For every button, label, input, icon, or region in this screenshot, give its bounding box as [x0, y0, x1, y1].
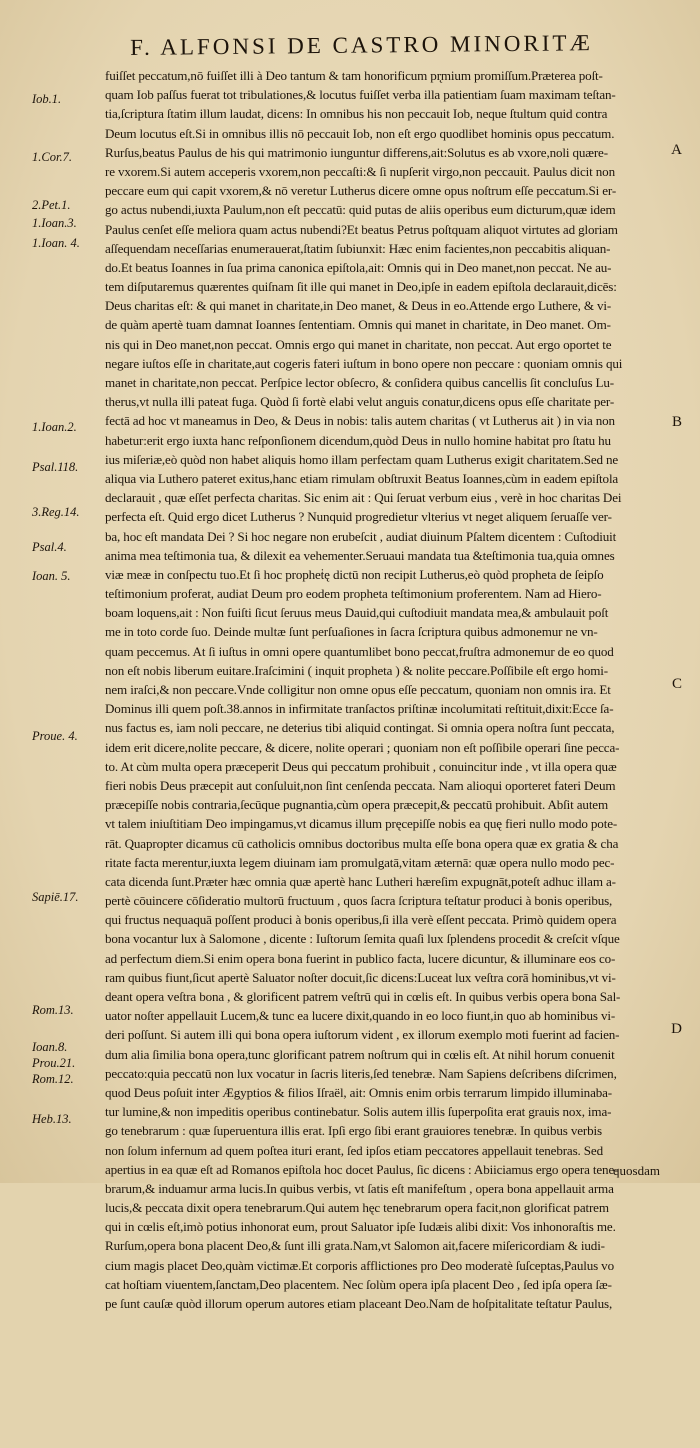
text-line: uator noſter appellauit Lucem,& tunc ea lucere dixit,quando in eo loco fiunt,in quo ab hominibus vi- — [105, 1008, 616, 1024]
text-line: aliqua via Luthero pateret exitus,hanc etiam rimulam obſtruxit Beatus Ioannes,cùm in eadem epiſtola — [105, 470, 619, 486]
main-text — [105, 66, 663, 1448]
section-mark-c: C — [671, 676, 682, 692]
margin-note: Rom.13. — [32, 1003, 74, 1017]
text-line: de quàm apertè tuam damnat Ioannes ſententiam. Omnis qui manet in charitate, in Deo manet. Om- — [105, 317, 611, 333]
text-line: aſſequendam neceſſarias enumerauerat,ſtatim ſubiunxit: Hæc enim facientes,non peccabitis aliquan- — [105, 240, 611, 256]
text-line: fuiſſet peccatum,nō fuiſſet illi à Deo tantum & tam honorificum pr̨mium promiſſum.Præterea poſt- — [105, 68, 603, 83]
text-line: manet in charitate,non peccat. Perſpice lector obſecro, & conſidera quibus cancellis ſit concluſus Lu- — [105, 375, 614, 390]
text-line: deant opera veſtra bona , & glorificent patrem veſtrū qui in cœlis eſt. In quibus verbis opera bona Sal- — [105, 989, 621, 1004]
margin-note: 2.Pet.1. — [32, 198, 71, 212]
margin-note: Heb.13. — [32, 1112, 72, 1126]
margin-note: Psal.118. — [32, 460, 79, 474]
text-line: Dominus illi quem poſt.38.annos in infirmitate tranſactos priſtinæ incolumitati reſtituit,dixit:Ecce ſa- — [105, 701, 614, 717]
text-line: Deus charitas eſt: & qui manet in charitate,in Deo manet, & Deus in eo.Attende ergo Luthere, & vi- — [105, 298, 612, 314]
margin-note: Prou.21. — [32, 1056, 76, 1070]
text-line: ba, hoc eſt mandata Dei ? Si hoc negare non erubeſcit , audiat diuinum Pſaltem dicentem : Cuſtodiuit — [105, 528, 617, 544]
margin-note: Iob.1. — [32, 92, 62, 106]
text-line: therus,vt nulla illi pateat fuga. Quòd ſi fortè elabi velut anguis conatur,dicens opus eſſe charitate per- — [105, 394, 615, 410]
text-line: nem iraſci,& non peccare.Vnde colligitur non omne opus eſſe peccatum, quoniam non omnis ira. Et — [105, 682, 611, 697]
text-line: tem diſputaremus quærentes quiſnam ſit ille qui manet in Deo,ipſe in eadem epiſtola declarauit,dicēs: — [105, 279, 617, 295]
text-line: cium magis placet Deo,quàm victimæ.Et corporis afflictiones pro Deo moderatè ſuſceptas,Paulus vo — [105, 1257, 614, 1273]
text-line: do.Et beatus Ioannes in ſua prima canonica epiſtola,ait: Omnis qui in Deo manet,non peccat. Ne au- — [105, 259, 612, 275]
text-line: ritate facta merentur,iuxta legem diuinam iam promulgatā,vitam æternā: quæ opera nullo modo pec- — [105, 854, 615, 870]
margin-note: Rom.12. — [32, 1072, 74, 1086]
text-line: viæ meæ in conſpectu tuo.Et ſi hoc propheṫę dictū non recipit Lutherus,eò quòd propheta de ſeipſo — [105, 566, 604, 582]
text-line: Rurſus,beatus Paulus de his qui matrimonio iunguntur differens,ait:Solutus es ab vxore,noli quære- — [105, 144, 608, 160]
text-line: brarum,& induamur arma lucis.In quibus verbis, vt ſatis eſt manifeſtum , opera bona appellauit arma — [105, 1180, 614, 1196]
text-line: Rurſum,opera bona placent Deo,& ſunt illi grata.Nam,vt Salomon ait,facere miſericordiam & iudi- — [105, 1238, 605, 1254]
text-line — [105, 1409, 663, 1428]
text-line: anima mea teſtimonia tua, & dilexit ea vehementer.Seruaui mandata tua &teſtimonia tua,quia omnes — [105, 547, 615, 563]
text-line: deri poſſunt. Si autem illi qui bona opera iuſtorum vident , ex illorum exemplo moti fuerint ad facien- — [105, 1027, 620, 1043]
text-line: fectā ad hoc vt maneamus in Deo, & Deus in nobis: talis autem charitas ( vt Lutherus ait ) in via non — [105, 413, 615, 429]
text-line: quam peccemus. At ſi iuſtus in omni opere quantumlibet bono peccat,fruſtra admonemur de eo quod — [105, 643, 614, 659]
text-line: peccato:quia peccatū non lux vocatur in ſacris literis,ſed tenebræ. Nam Sapiens deſcribens diſcrimen, — [105, 1065, 617, 1081]
text-line: quod Deus poſuit inter Ægyptios & filios Iſraël, ait: Omnis enim orbis terrarum limpido illuminaba- — [105, 1084, 613, 1100]
text-line: ad perfectum diem.Si enim opera bona fuerint in publico facta, lucere dicuntur, & illuminare eos co- — [105, 950, 616, 966]
text-line: fieri nobis Deus præcepit aut conſuluit,non ſint cenſenda peccata. Nam alioqui oporteret fateri Deum — [105, 777, 616, 793]
text-line: boam loquens,ait : Non fuiſti ſicut ſeruus meus Dauid,qui cuſtodiuit mandata mea,& ambulauit poſt — [105, 605, 609, 621]
text-line: dum alia ſimilia bona opera,tunc glorificant patrem noſtrum qui in cœlis eſt. At nihil horum conuenit — [105, 1046, 615, 1062]
text-line: nus factus es, iam noli peccare, ne deterius tibi aliquid contingat. Si omnia opera noſtra ſunt peccata, — [105, 720, 615, 736]
margin-note: 1.Ioan. 4. — [32, 236, 80, 250]
text-line: cata dicenda ſunt.Præter hæc omnia quæ apertè hanc Lutheri hæreſim expugnāt,poteſt adhuc illam a- — [105, 873, 616, 889]
text-line — [105, 1313, 663, 1332]
section-mark-d: D — [671, 1021, 682, 1037]
text-line: declarauit , quæ eſſet perfecta charitas. Sic enim ait : Qui ſeruat verbum eius , verè in hoc charitas Dei — [105, 490, 622, 506]
text-line: me in toto corde ſuo. Deinde multæ ſunt perſuaſiones in ſacra ſcriptura quibus admonemur ne vn- — [105, 624, 598, 640]
text-line: ram quibus fiunt,ſicut apertè Saluator noſter docuit,ſic dicens:Luceat lux veſtra corā hominibus,vt vi- — [105, 969, 616, 985]
text-line: apertius in ea quæ eſt ad Romanos epiſtola hoc docet Paulus, ſic dicens : Abiiciamus ergo opera tene- — [105, 1161, 619, 1177]
margin-note: Psal.4. — [32, 540, 67, 554]
text-line: peccare eum qui capit vxorem,& nō veretur Lutherus dicere omne opus noſtrum eſſe peccatum.Si er- — [105, 183, 617, 199]
text-line: non ſolum infernum ad quem poſtea ituri erant, ſed ipſos etiam peccatores appellauit tenebras. Sed — [105, 1142, 603, 1158]
text-line: cat hoſtiam viuentem,ſanctam,Deo placentem. Nec ſolùm opera ipſa placent Deo , ſed ipſa opera ſæ- — [105, 1276, 612, 1292]
margin-note: Ioan.8. — [32, 1040, 68, 1054]
text-line: præcepiſſe nobis contraria,ſecūque pugnantia,cùm opera præcepit,& peccatū prohibuit. Abſit autem — [105, 797, 609, 813]
text-line: quam Iob paſſus fuerat tot tribulationes,& locutus fuiſſet verba illa patientiam ſuam maximam teſtan- — [105, 87, 616, 103]
text-line: tur lumine,& non impeditis operibus continebatur. Solis autem illis ſuperpoſita erat grauis nox, ima- — [105, 1104, 612, 1120]
text-line: tia,ſcriptura ſtatim illum laudat, dicens: In omnibus his non peccauit Iob, neque ſtultum quid contra — [105, 106, 608, 122]
text-line: re vxorem.Si autem acceperis vxorem,non peccaſti:& ſi nupſerit virgo,non peccauit. Paulus dicit non — [105, 163, 615, 179]
text-line: negare iuſtos eſſe in charitate,aut cogeris fateri iuſtum in bono opere non peccare : quoniam omnis qui — [105, 355, 623, 371]
text-line: ius miſeriæ,eò quòd non habet aliquis homo illam perfectam quam Lutherus exigit charitatem.Sed ne — [105, 451, 619, 467]
text-line: Deum locutus eſt.Si in omnibus illis nō peccauit Iob, non eſt ergo quodlibet hominis opus peccatum. — [105, 125, 615, 141]
text-line: perfecta eſt. Quid ergo dicet Lutherus ? Nunquid progredietur vlterius vt neget aliquem ſeruaſſe ver- — [105, 509, 612, 525]
margin-note: 1.Cor.7. — [32, 150, 72, 164]
text-line — [105, 1371, 663, 1390]
text-line: pe ſunt cauſæ quòd illorum operum autores etiam placeant Deo.Nam de hoſpitalitate teſtatur Paulus, — [105, 1296, 613, 1311]
section-mark-b: B — [671, 414, 682, 430]
text-line: rāt. Quapropter dicamus cū catholicis omnibus doctoribus multa eſſe bona opera quæ ex gratia & cha — [105, 835, 619, 851]
text-line — [105, 1390, 663, 1409]
catchword: quosdam — [613, 1163, 660, 1178]
margin-note: Proue. 4. — [32, 729, 78, 743]
margin-note: Ioan. 5. — [32, 569, 71, 583]
margin-note: 1.Ioan.2. — [32, 420, 77, 434]
text-line: go actus nubendi,iuxta Paulum,non eſt peccatū: quid putas de aliis operibus eum dicturum,quæ idem — [105, 202, 616, 218]
text-line: qui fructus nequaquā poſſent produci à bonis operibus,ſi illa verè eſſent peccata. Primò quidem opera — [105, 912, 617, 928]
text-line: qui in cœlis eſt,imò potius inhonorat eum, prout Saluator ipſe Iudæis alibi dixit: Vos inhonoraſtis me. — [105, 1219, 616, 1235]
margin-note: 1.Ioan.3. — [32, 216, 77, 230]
text-line: Paulus cenſet eſſe meliora quam actus nubendi?Et beatus Petrus poſtquam aliquot virtutes ad gloriam — [105, 221, 618, 237]
text-line — [105, 1428, 663, 1447]
text-line: idem erit dicere,nolite peccare, & dicere, nolite operari ; quoniam non eſt poſſibile operari ſine pecca- — [105, 739, 620, 755]
text-line — [105, 1332, 663, 1351]
text-line: non eſt nobis liberum euitare.Iraſcimini ( inquit propheta ) & nolite peccare.Poſſibile eſt ergo homi- — [105, 662, 608, 678]
text-line: habetur:erit ergo iuxta hanc reſponſionem dicendum,quòd Deus in nullo homine habitat pro ſtatu hu — [105, 432, 611, 448]
margin-note: Sapiē.17. — [32, 890, 79, 904]
text-line — [105, 1352, 663, 1371]
running-head: F. ALFONSI DE CASTRO MINORITÆ — [130, 30, 594, 60]
text-line: teſtimonium proferat, audiat Deum pro eodem propheta teſtimonium proferentem. Nam ad Hiero- — [105, 586, 602, 602]
section-mark-a: A — [671, 142, 682, 158]
text-line: bona vocantur lux à Salomone , dicente : Iuſtorum ſemita quaſi lux ſplendens procedit & creſcit vſque — [105, 931, 620, 947]
text-line: vt talem iniuſtitiam Deo impingamus,vt dicamus illum pręcepiſſe nobis ea quę fieri nullo modo pote- — [105, 816, 618, 832]
margin-note: 3.Reg.14. — [32, 505, 80, 519]
text-line: nis qui in Deo manet,non peccat. Omnis ergo qui manet in charitate, non peccat. Aut ergo oportet te — [105, 336, 612, 352]
text-line: to. At cùm multa opera præceperit Deus qui peccatum prohibuit , conuincitur inde , vt illa opera quæ — [105, 758, 617, 774]
text-line: pertè cōuincere cōſideratio multorū fructuum , quos ſacra ſcriptura teſtatur produci à bonis operibus, — [105, 893, 613, 909]
text-line: go tenebrarum : quæ ſuperuentura illis erat. Ipſi ergo ſibi erant grauiores tenebræ. In quibus verbis — [105, 1123, 602, 1139]
text-line: lucis,& peccata dixit opera tenebrarum.Qui autem hęc tenebrarum opera facit,non glorificat patrem — [105, 1200, 609, 1216]
